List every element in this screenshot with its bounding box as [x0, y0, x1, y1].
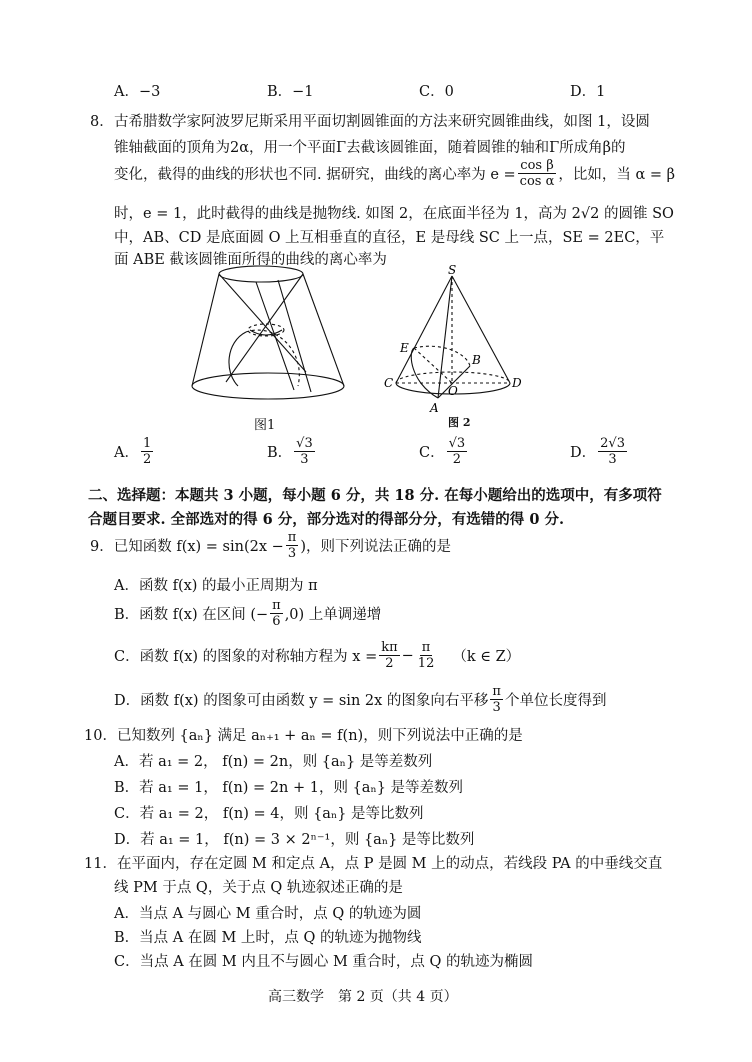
fig2-label-s: S: [448, 263, 457, 277]
q8-frac-den: cos α: [519, 174, 555, 189]
q8-opt-b-den: 3: [300, 452, 309, 467]
q9-option-b: [114, 598, 381, 629]
q8-line3: [114, 158, 675, 189]
q9-c-frac2: [416, 640, 437, 671]
q9-b-b: ,0) 上单调递增: [284, 607, 382, 623]
q8-line4: 时，e = 1，此时截得的曲线是抛物线. 如图 2，在底面半径为 1，高为 2√2 的圆锥 SO: [114, 206, 674, 222]
q8-opt-a-num: 1: [142, 436, 152, 451]
q9-b-a: B．函数 f(x) 在区间 (−: [114, 607, 269, 623]
q8-opt-b-label: B．: [267, 445, 293, 461]
q9-option-c: [114, 640, 520, 671]
q10-option-c: C．若 a₁ = 2， f(n) = 4，则 {aₙ} 是等比数列: [114, 806, 424, 822]
q10-option-b: B．若 a₁ = 1， f(n) = 2n + 1，则 {aₙ} 是等差数列: [114, 780, 464, 796]
q11-option-c: C．当点 A 在圆 M 内且不与圆心 M 重合时，点 Q 的轨迹为椭圆: [114, 954, 534, 970]
q8-line5: 中，AB、CD 是底面圆 O 上互相垂直的直径，E 是母线 SC 上一点，SE = 2EC，平: [114, 230, 665, 246]
q8-number: 8．: [90, 114, 114, 130]
q8-opt-a-label: A．: [114, 445, 139, 461]
q9-stem-a: 9．已知函数 f(x) = sin(2x −: [90, 539, 284, 555]
q9-c-b: （k ∈ Z）: [452, 649, 521, 665]
q8-opt-d-num: 2√3: [600, 436, 625, 451]
q9-d-den: 3: [492, 700, 501, 715]
section2-heading-line1: 二、选择题：本题共 3 小题，每小题 6 分，共 18 分. 在每小题给出的选项中，有多项符: [88, 487, 662, 504]
q9-b-num: π: [272, 598, 281, 613]
fig2-label-d: D: [512, 376, 522, 390]
q9-c-num2: π: [421, 640, 431, 655]
q9-c-den2: 12: [417, 656, 435, 671]
q9-stem-b: )，则下列说法正确的是: [300, 539, 451, 555]
q9-b-frac: [270, 598, 283, 629]
q9-stem-frac: [286, 530, 299, 561]
q8-opt-c-num: √3: [448, 436, 466, 451]
q9-c-frac1: [379, 640, 399, 671]
q7-option-b: B．−1: [267, 84, 314, 100]
figure1-cone-diagram: [186, 262, 356, 412]
q11-option-a: A．当点 A 与圆心 M 重合时，点 Q 的轨迹为圆: [114, 906, 422, 922]
q9-b-den: 6: [272, 614, 281, 629]
q9-stem: [90, 530, 451, 561]
q8-opt-b-num: √3: [296, 436, 313, 451]
q9-c-num1: kπ: [381, 640, 398, 655]
q8-line1: 古希腊数学家阿波罗尼斯采用平面切割圆锥面的方法来研究圆锥曲线，如图 1，设圆: [114, 114, 650, 130]
q8-option-d: [570, 436, 629, 467]
q8-opt-d-den: 3: [608, 452, 617, 467]
q9-option-a: A．函数 f(x) 的最小正周期为 π: [114, 578, 318, 594]
figure1-caption: 图1: [254, 418, 276, 433]
page-footer: 高三数学 第 2 页（共 4 页）: [268, 989, 458, 1005]
fig2-label-e: E: [400, 341, 409, 355]
q9-d-a: D．函数 f(x) 的图象可由函数 y = sin 2x 的图象向右平移: [114, 693, 489, 709]
q9-d-b: 个单位长度得到: [504, 693, 607, 709]
figure2-cone-diagram: [380, 262, 530, 412]
section2-heading-line2: 合题目要求. 全部选对的得 6 分，部分选对的得部分分，有选错的得 0 分.: [88, 511, 565, 528]
q9-c-mid: −: [401, 647, 414, 664]
q8-opt-b-frac: [294, 436, 315, 467]
q8-line6: 面 ABE 截该圆锥面所得的曲线的离心率为: [114, 252, 387, 268]
fig2-label-a: A: [430, 401, 439, 412]
q11-option-b: B．当点 A 在圆 M 上时，点 Q 的轨迹为抛物线: [114, 930, 422, 946]
q8-opt-c-label: C．: [419, 445, 445, 461]
q10-option-a: A．若 a₁ = 2， f(n) = 2n，则 {aₙ} 是等差数列: [114, 754, 433, 770]
q11-line2: 线 PM 于点 Q，关于点 Q 轨迹叙述正确的是: [114, 880, 403, 896]
q8-eccentricity-fraction: [518, 158, 557, 189]
q8-opt-c-den: 2: [452, 452, 462, 467]
q8-opt-d-frac: [598, 436, 627, 467]
q8-opt-c-frac: [447, 436, 468, 467]
q8-opt-d-label: D．: [570, 445, 597, 461]
q7-option-d: D．1: [570, 84, 606, 100]
q8-line3-b: ，比如，当 α = β: [558, 167, 676, 183]
q7-option-a: A．−3: [114, 84, 161, 100]
q9-c-a: C．函数 f(x) 的图象的对称轴方程为 x =: [114, 649, 378, 665]
q8-option-b: [267, 436, 317, 467]
q9-option-d: [114, 684, 606, 715]
q11-line1: 11．在平面内，存在定圆 M 和定点 A，点 P 是圆 M 上的动点，若线段 PA 的中垂线交直: [84, 856, 663, 872]
q9-c-den1: 2: [385, 656, 394, 671]
fig2-label-c: C: [384, 376, 394, 390]
q9-stem-num: π: [287, 530, 297, 545]
q8-option-c: [419, 436, 469, 467]
q8-opt-a-frac: [141, 436, 153, 467]
q8-line2: 锥轴截面的顶角为2α，用一个平面Γ去截该圆锥面，随着圆锥的轴和Γ所成角β的: [114, 140, 626, 156]
q9-d-num: π: [492, 684, 501, 699]
q9-d-frac: [490, 684, 503, 715]
fig2-label-o: O: [448, 384, 458, 398]
q10-option-d: D．若 a₁ = 1， f(n) = 3 × 2ⁿ⁻¹，则 {aₙ} 是等比数列: [114, 832, 475, 848]
figure2-caption: 图 2: [448, 416, 471, 429]
q8-opt-a-den: 2: [142, 452, 152, 467]
q8-frac-num: cos β: [520, 158, 554, 173]
q8-line3-a: 变化，截得的曲线的形状也不同. 据研究，曲线的离心率为 e =: [114, 167, 516, 183]
q9-stem-den: 3: [287, 546, 297, 561]
q10-stem: 10．已知数列 {aₙ} 满足 aₙ₊₁ + aₙ = f(n)，则下列说法中正确的是: [84, 728, 523, 744]
fig2-label-b: B: [472, 353, 481, 367]
q7-option-c: C．0: [419, 84, 454, 100]
q8-option-a: [114, 436, 155, 467]
